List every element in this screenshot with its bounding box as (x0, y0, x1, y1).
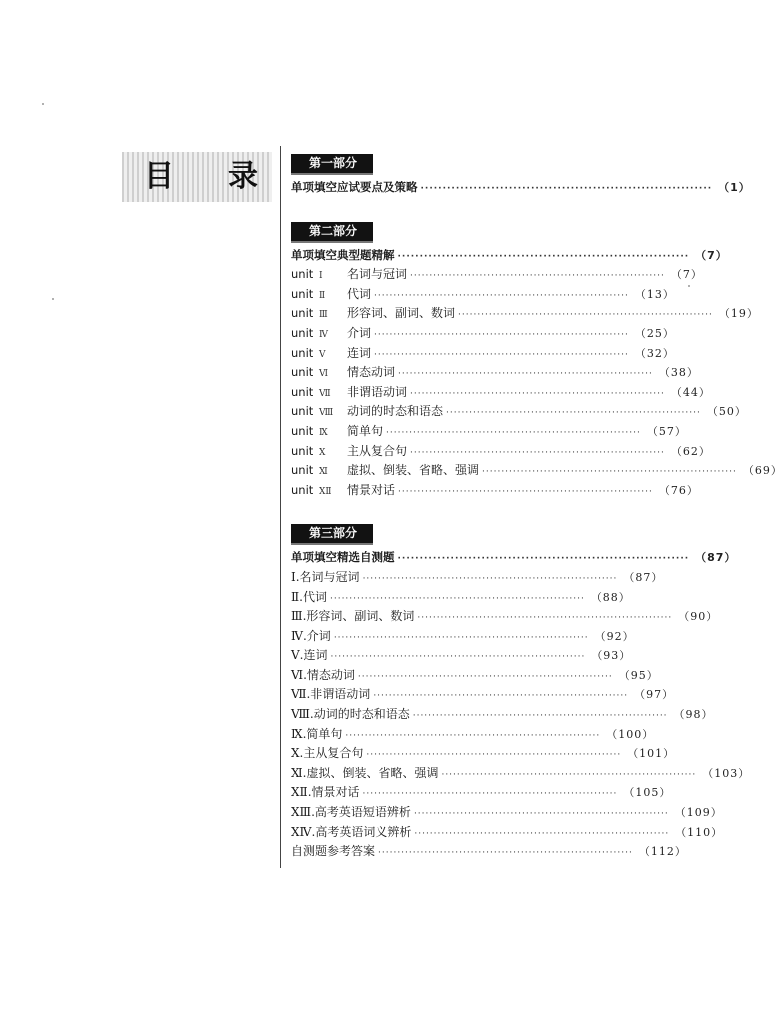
entry-title: Ⅱ.代词 (291, 589, 327, 604)
entry-title: Ⅵ.情态动词 (291, 667, 355, 682)
dot-leader: ·································································· (378, 848, 633, 859)
dot-leader: ·································································· (412, 711, 668, 722)
unit-numeral: Ⅰ (319, 271, 323, 282)
entry-title: Ⅴ.连词 (291, 648, 328, 663)
toc-entry[interactable] (291, 842, 687, 862)
dot-leader: ·································································· (413, 809, 669, 820)
part-1-heading: 第一部分 (291, 154, 373, 175)
page-number: （76） (658, 483, 699, 497)
unit-prefix: unit (291, 463, 314, 478)
dot-leader: ·································································· (420, 184, 713, 194)
dot-leader: ·································································· (441, 769, 697, 780)
page-number: （38） (658, 366, 699, 380)
page-number: （101） (627, 747, 676, 761)
page-number: （103） (702, 766, 751, 780)
dot-leader: ·································································· (357, 671, 613, 682)
page-number: （97） (634, 688, 675, 702)
entry-title: 代词 (347, 286, 372, 301)
dot-leader: ·································································· (345, 730, 601, 741)
unit-numeral: Ⅶ (319, 388, 331, 399)
dot-leader: ·································································· (374, 349, 629, 360)
toc-entry[interactable] (291, 304, 759, 324)
page-number: （62） (670, 444, 711, 458)
part-1 (291, 152, 751, 198)
entry-title: 连词 (347, 345, 372, 360)
page-number: （87） (623, 570, 664, 584)
entry-title: ⅩⅢ.高考英语短语辨析 (291, 805, 411, 820)
dot-leader: ·································································· (373, 691, 629, 702)
entry-title: 动词的时态和语态 (347, 404, 444, 419)
dot-leader: ·································································· (333, 632, 589, 643)
toc-entry[interactable] (291, 344, 675, 364)
page-number: （90） (678, 610, 719, 624)
unit-numeral: Ⅸ (319, 427, 328, 438)
entry-title: 情态动词 (347, 365, 396, 380)
toc-entry[interactable] (291, 324, 675, 344)
toc-entry[interactable] (291, 422, 687, 442)
page-number: （25） (634, 326, 675, 340)
unit-prefix: unit (291, 482, 314, 497)
entry-title: 简单句 (347, 423, 384, 438)
toc-entry[interactable] (291, 823, 724, 843)
entry-title: 非谓语动词 (347, 384, 408, 399)
entry-title: Ⅺ.虚拟、倒装、省略、强调 (291, 765, 439, 780)
unit-prefix: unit (291, 365, 314, 380)
dot-leader: ·································································· (417, 613, 673, 624)
toc-entry[interactable] (291, 383, 711, 403)
entry-title: 名词与冠词 (347, 267, 408, 282)
page-number: （13） (634, 287, 675, 301)
page-number: （100） (606, 727, 655, 741)
page-number: （109） (674, 806, 723, 820)
dot-leader: ·································································· (410, 447, 665, 458)
entry-title: 虚拟、倒装、省略、强调 (347, 463, 480, 478)
unit-prefix: unit (291, 267, 314, 282)
toc-entry[interactable] (291, 803, 723, 823)
part-3-heading: 第三部分 (291, 524, 373, 545)
page-number: （105） (623, 786, 672, 800)
page-number: （7） (670, 268, 703, 282)
dot-leader: ·································································· (446, 408, 701, 419)
toc-title-char-2: 录 (228, 159, 258, 194)
unit-prefix: unit (291, 423, 314, 438)
part-2 (291, 220, 783, 501)
dot-leader: ·································································· (329, 593, 585, 604)
toc-entry[interactable] (291, 588, 631, 608)
toc-entry[interactable] (291, 705, 714, 725)
page-number: （50） (706, 405, 747, 419)
toc-entry[interactable] (291, 725, 655, 745)
entry-title: ⅩⅣ.高考英语词义辨析 (291, 824, 412, 839)
unit-numeral: Ⅹ (319, 447, 326, 458)
scan-speck (52, 298, 54, 300)
dot-leader: ·································································· (330, 652, 586, 663)
toc-entry[interactable] (291, 548, 737, 568)
dot-leader: ·································································· (414, 828, 670, 839)
page-number: （69） (742, 464, 783, 478)
unit-numeral: Ⅲ (319, 310, 328, 321)
entry-title: 自测题参考答案 (291, 844, 376, 859)
toc-entry[interactable] (291, 646, 632, 666)
unit-numeral: Ⅷ (319, 408, 334, 419)
dot-leader: ·································································· (374, 329, 629, 340)
toc-entry[interactable] (291, 246, 728, 266)
toc-title-block (122, 152, 272, 202)
dot-leader: ·································································· (386, 427, 641, 438)
toc-entry[interactable] (291, 461, 783, 481)
toc-entry[interactable] (291, 442, 711, 462)
dot-leader: ·································································· (410, 388, 665, 399)
entry-title: Ⅰ.名词与冠词 (291, 569, 360, 584)
entry-title: 介词 (347, 325, 372, 340)
dot-leader: ·································································· (398, 369, 653, 380)
toc-entry[interactable] (291, 744, 676, 764)
entry-title: 主从复合句 (347, 443, 408, 458)
page-number: （112） (638, 845, 687, 859)
entry-title: 单项填空应试要点及策略 (291, 180, 418, 194)
toc-entry[interactable] (291, 178, 751, 198)
entry-title: Ⅲ.形容词、副词、数词 (291, 609, 415, 624)
table-of-contents (291, 152, 783, 884)
entry-title: 单项填空精选自测题 (291, 550, 395, 565)
toc-entry[interactable] (291, 568, 664, 588)
toc-entry[interactable] (291, 783, 672, 803)
unit-numeral: ⅩⅡ (319, 486, 332, 497)
page-number: （57） (646, 424, 687, 438)
toc-entry[interactable] (291, 481, 699, 501)
vertical-divider (280, 146, 281, 868)
unit-prefix: unit (291, 443, 314, 458)
page-number: （87） (695, 551, 737, 565)
page-number: （19） (718, 307, 759, 321)
scan-speck (42, 103, 44, 105)
toc-entry[interactable] (291, 285, 675, 305)
dot-leader: ·································································· (482, 467, 737, 478)
entry-title: Ⅶ.非谓语动词 (291, 687, 371, 702)
entry-title: 单项填空典型题精解 (291, 247, 395, 262)
dot-leader: ·································································· (374, 290, 629, 301)
unit-prefix: unit (291, 384, 314, 399)
dot-leader: ·································································· (397, 554, 690, 565)
entry-title: 形容词、副词、数词 (347, 306, 456, 321)
dot-leader: ·································································· (362, 573, 618, 584)
toc-entry[interactable] (291, 363, 699, 383)
entry-title: Ⅹ.主从复合句 (291, 746, 364, 761)
dot-leader: ·································································· (458, 310, 713, 321)
page-number: （44） (670, 385, 711, 399)
page-number: （32） (634, 346, 675, 360)
page-number: （7） (695, 248, 728, 262)
unit-numeral: Ⅳ (319, 329, 328, 340)
page-number: （1） (718, 181, 751, 194)
entry-title: Ⅸ.简单句 (291, 726, 343, 741)
toc-entry[interactable] (291, 402, 747, 422)
dot-leader: ·································································· (362, 789, 618, 800)
unit-prefix: unit (291, 345, 314, 360)
entry-title: 情景对话 (347, 482, 396, 497)
scan-speck (688, 285, 690, 287)
toc-entry[interactable] (291, 265, 703, 285)
dot-leader: ·································································· (410, 271, 665, 282)
toc-entry[interactable] (291, 685, 675, 705)
toc-title-char-1: 目 (144, 159, 174, 194)
unit-numeral: Ⅱ (319, 290, 326, 301)
unit-prefix: unit (291, 404, 314, 419)
toc-entry[interactable] (291, 627, 635, 647)
entry-title: ⅩⅡ.情景对话 (291, 785, 360, 800)
page-number: （95） (618, 668, 659, 682)
dot-leader: ·································································· (366, 750, 622, 761)
part-2-heading: 第二部分 (291, 222, 373, 243)
entry-title: Ⅳ.介词 (291, 628, 331, 643)
page-number: （110） (675, 825, 724, 839)
page-number: （98） (673, 708, 714, 722)
unit-numeral: Ⅵ (319, 369, 329, 380)
unit-prefix: unit (291, 286, 314, 301)
unit-prefix: unit (291, 306, 314, 321)
unit-prefix: unit (291, 325, 314, 340)
unit-numeral: Ⅺ (319, 467, 328, 478)
unit-numeral: Ⅴ (319, 349, 326, 360)
dot-leader: ·································································· (398, 486, 653, 497)
page-number: （93） (591, 649, 632, 663)
toc-entry[interactable] (291, 764, 751, 784)
toc-entry[interactable] (291, 607, 719, 627)
toc-entry[interactable] (291, 666, 659, 686)
part-3 (291, 522, 751, 862)
page-number: （92） (594, 629, 635, 643)
entry-title: Ⅷ.动词的时态和语态 (291, 707, 410, 722)
dot-leader: ·································································· (397, 251, 690, 262)
page-number: （88） (590, 590, 631, 604)
